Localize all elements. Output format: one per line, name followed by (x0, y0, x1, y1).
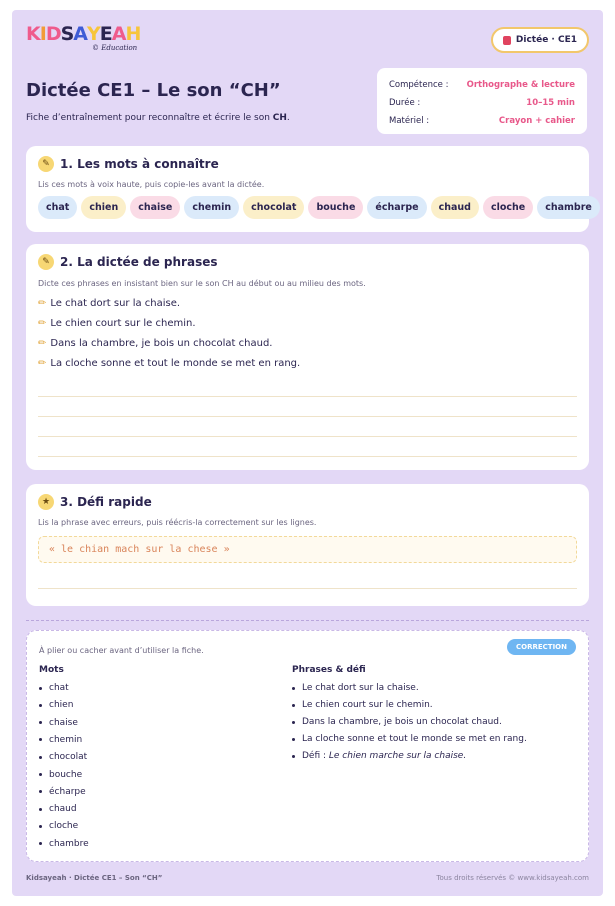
word-chip: chaise (130, 196, 180, 219)
defi-answer: Le chien marche sur la chaise. (328, 751, 467, 761)
word-chips (38, 196, 600, 219)
sentence-text: Le chat dort sur la chaise. (50, 298, 181, 309)
section-words-desc: Lis ces mots à voix haute, puis copie-les avant la dictée. (38, 180, 265, 189)
writing-line[interactable] (38, 456, 577, 457)
info-value: 10–15 min (526, 98, 575, 108)
section-sentences-desc: Dicte ces phrases en insistant bien sur le son CH au début ou au milieu des mots. (38, 279, 366, 288)
bullet (39, 756, 42, 759)
writing-line[interactable] (38, 396, 577, 397)
bullet (39, 842, 42, 845)
section-words-heading (38, 156, 219, 172)
sentence-item (38, 358, 300, 369)
page-title: Dictée CE1 – Le son “CH” (26, 80, 281, 101)
info-value: Orthographe & lecture (466, 80, 575, 90)
word-chip: chocolat (243, 196, 304, 219)
sentence-text: Le chien court sur le chemin. (50, 318, 196, 329)
level-badge (491, 27, 589, 53)
section-challenge-heading (38, 494, 152, 510)
list-item (39, 839, 89, 849)
bullet (292, 721, 295, 724)
list-item (39, 718, 78, 728)
bullet (39, 704, 42, 707)
info-row (389, 112, 575, 130)
subtitle-text: Fiche d’entraînement pour reconnaître et écrire le son (26, 113, 273, 123)
correction-word: écharpe (49, 786, 86, 797)
book-icon: ✎ (38, 156, 54, 172)
bullet (39, 738, 42, 741)
section-sentences-heading (38, 254, 218, 270)
info-label: Durée : (389, 98, 421, 108)
word-chip: chien (81, 196, 126, 219)
bullet (292, 704, 295, 707)
pencil-icon: ✏ (38, 338, 47, 349)
correction-note: À plier ou cacher avant d’utiliser la fiche. (39, 646, 204, 655)
list-item (292, 700, 433, 710)
correction-word: chat (49, 683, 69, 693)
bullet (292, 755, 295, 758)
correction-words-title: Mots (39, 665, 64, 675)
correction-badge: CORRECTION (507, 639, 576, 655)
subtitle-highlight: CH (272, 113, 287, 123)
word-chip: chemin (184, 196, 239, 219)
info-box (377, 68, 587, 134)
logo-subtitle: © Education (92, 44, 138, 52)
correction-word: chien (49, 700, 74, 711)
writing-line[interactable] (38, 436, 577, 437)
writing-line[interactable] (38, 416, 577, 417)
list-item (39, 700, 73, 710)
section-sentences-title: 2. La dictée de phrases (60, 255, 218, 269)
bullet (292, 687, 295, 690)
correction-phrase: La cloche sonne et tout le monde se met en rang. (302, 734, 527, 744)
badge-label: Dictée · CE1 (515, 35, 577, 45)
list-item (39, 787, 86, 797)
list-item (39, 821, 78, 831)
info-row (389, 76, 575, 94)
section-challenge-title: 3. Défi rapide (60, 495, 152, 509)
info-label: Compétence : (389, 80, 449, 90)
section-words-card (26, 146, 592, 232)
section-words-title: 1. Les mots à connaître (60, 157, 219, 171)
sentence-text: Dans la chambre, je bois un chocolat chaud. (50, 338, 273, 349)
word-chip: chaud (431, 196, 479, 219)
list-item (292, 683, 419, 693)
list-item (39, 770, 82, 780)
list-item (39, 752, 87, 762)
sentence-text: La cloche sonne et tout le monde se met en rang. (50, 358, 301, 369)
list-item (39, 683, 69, 693)
defi-label: Défi : (302, 751, 329, 761)
correction-card (26, 630, 589, 862)
sentence-item (38, 298, 180, 309)
list-item (292, 717, 502, 727)
word-chip: chat (38, 196, 77, 219)
correction-word: chemin (49, 734, 83, 745)
subtitle-end: . (286, 113, 290, 123)
correction-word: chambre (49, 838, 89, 849)
sentence-item (38, 318, 196, 329)
list-item (39, 735, 82, 745)
bullet (292, 738, 295, 741)
footer-right: Tous droits réservés © www.kidsayeah.com (436, 874, 589, 882)
section-sentences-card (26, 244, 589, 470)
bullet (39, 825, 42, 828)
correction-phrases-title: Phrases & défi (292, 665, 366, 675)
pencil-paper-icon: ✎ (38, 254, 54, 270)
correction-word: chaud (49, 804, 77, 815)
info-value: Crayon + cahier (498, 116, 575, 126)
word-chip: écharpe (367, 196, 426, 219)
kidsayeah-logo (26, 24, 156, 54)
pencil-icon: ✏ (38, 358, 47, 369)
word-chip: cloche (483, 196, 533, 219)
bullet (39, 790, 42, 793)
correction-word: cloche (49, 821, 79, 832)
correction-word: chocolat (49, 752, 88, 763)
bullet (39, 687, 42, 690)
sentence-item (38, 338, 273, 349)
list-item (292, 751, 466, 761)
word-chip: bouche (308, 196, 363, 219)
star-icon: ★ (38, 494, 54, 510)
word-chip: chambre (537, 196, 600, 219)
correction-phrase: Le chien court sur le chemin. (302, 700, 433, 710)
apple-icon (503, 36, 511, 45)
pencil-icon: ✏ (38, 298, 47, 309)
section-challenge-card (26, 484, 589, 606)
footer-left: Kidsayeah · Dictée CE1 – Son “CH” (26, 874, 163, 882)
info-row (389, 94, 575, 112)
worksheet-page (12, 10, 603, 896)
correction-word: chaise (49, 717, 78, 728)
fold-line (26, 620, 589, 621)
correction-phrase: Le chat dort sur la chaise. (302, 683, 419, 693)
bullet (39, 808, 42, 811)
correction-word: bouche (49, 769, 83, 780)
correction-phrase: Dans la chambre, je bois un chocolat chaud. (302, 717, 502, 727)
page-subtitle (26, 113, 290, 123)
section-challenge-desc: Lis la phrase avec erreurs, puis réécris-la correctement sur les lignes. (38, 518, 317, 527)
pencil-icon: ✏ (38, 318, 47, 329)
list-item (292, 734, 527, 744)
logo-wordmark: KIDSAYEAH (26, 23, 141, 45)
list-item (39, 804, 77, 814)
bullet (39, 721, 42, 724)
challenge-phrase: « le chian mach sur la chese » (38, 536, 577, 563)
info-label: Matériel : (389, 116, 430, 126)
writing-line[interactable] (38, 588, 577, 589)
bullet (39, 773, 42, 776)
